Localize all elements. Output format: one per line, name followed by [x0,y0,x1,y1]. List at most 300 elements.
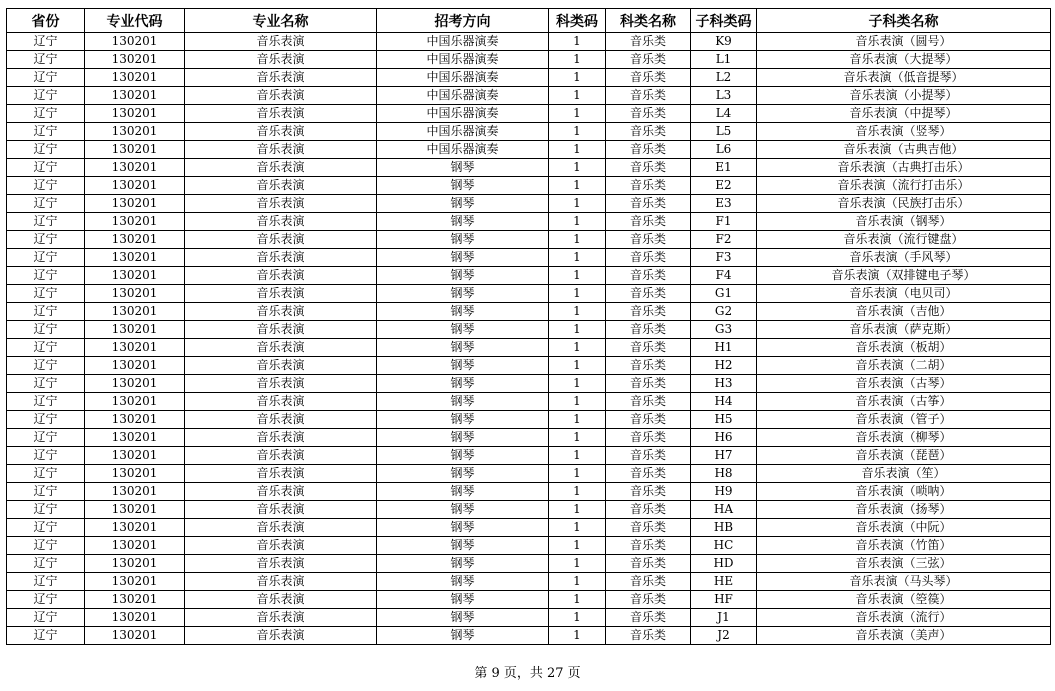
subcategory-code-cell: HB [691,519,757,537]
subcategory-code-cell: K9 [691,33,757,51]
exam-direction-cell: 钢琴 [377,555,549,573]
header-subcategory-code: 子科类码 [691,9,757,33]
major-code-cell: 130201 [85,357,185,375]
table-row [7,501,1051,519]
table-row [7,285,1051,303]
category-name-cell: 音乐类 [606,447,691,465]
major-code-cell: 130201 [85,591,185,609]
subcategory-name-cell: 音乐表演（古筝） [757,393,1051,411]
exam-direction-cell: 钢琴 [377,591,549,609]
subcategory-code-cell: H7 [691,447,757,465]
major-name-cell: 音乐表演 [185,465,377,483]
subcategory-name-cell: 音乐表演（大提琴） [757,51,1051,69]
subcategory-code-cell: E1 [691,159,757,177]
major-name-cell: 音乐表演 [185,303,377,321]
subcategory-name-cell: 音乐表演（流行打击乐） [757,177,1051,195]
major-name-cell: 音乐表演 [185,177,377,195]
subcategory-name-cell: 音乐表演（箜篌） [757,591,1051,609]
exam-direction-cell: 钢琴 [377,465,549,483]
category-code-cell: 1 [549,33,606,51]
province-cell: 辽宁 [7,123,85,141]
exam-direction-cell: 钢琴 [377,231,549,249]
major-code-cell: 130201 [85,213,185,231]
subcategory-name-cell: 音乐表演（流行键盘） [757,231,1051,249]
major-name-cell: 音乐表演 [185,231,377,249]
province-cell: 辽宁 [7,69,85,87]
subcategory-code-cell: G1 [691,285,757,303]
subcategory-name-cell: 音乐表演（双排键电子琴） [757,267,1051,285]
subcategory-name-cell: 音乐表演（古琴） [757,375,1051,393]
province-cell: 辽宁 [7,51,85,69]
category-code-cell: 1 [549,231,606,249]
category-name-cell: 音乐类 [606,231,691,249]
table-row [7,87,1051,105]
category-name-cell: 音乐类 [606,285,691,303]
major-name-cell: 音乐表演 [185,357,377,375]
category-name-cell: 音乐类 [606,411,691,429]
subcategory-code-cell: H1 [691,339,757,357]
major-name-cell: 音乐表演 [185,501,377,519]
province-cell: 辽宁 [7,195,85,213]
category-code-cell: 1 [549,321,606,339]
subcategory-name-cell: 音乐表演（三弦） [757,555,1051,573]
province-cell: 辽宁 [7,555,85,573]
subcategory-name-cell: 音乐表演（二胡） [757,357,1051,375]
major-code-cell: 130201 [85,267,185,285]
subcategory-code-cell: HA [691,501,757,519]
major-code-cell: 130201 [85,609,185,627]
table-row [7,627,1051,645]
table-row [7,519,1051,537]
major-code-cell: 130201 [85,69,185,87]
province-cell: 辽宁 [7,249,85,267]
subcategory-code-cell: H3 [691,375,757,393]
exam-direction-cell: 钢琴 [377,627,549,645]
table-row [7,465,1051,483]
subcategory-code-cell: J1 [691,609,757,627]
subcategory-code-cell: H9 [691,483,757,501]
exam-direction-cell: 中国乐器演奏 [377,87,549,105]
category-name-cell: 音乐类 [606,339,691,357]
subcategory-name-cell: 音乐表演（中提琴） [757,105,1051,123]
province-cell: 辽宁 [7,519,85,537]
category-name-cell: 音乐类 [606,69,691,87]
subcategory-code-cell: HD [691,555,757,573]
category-code-cell: 1 [549,357,606,375]
table-body [7,33,1051,645]
province-cell: 辽宁 [7,141,85,159]
exam-direction-cell: 中国乐器演奏 [377,105,549,123]
category-name-cell: 音乐类 [606,591,691,609]
subcategory-name-cell: 音乐表演（低音提琴） [757,69,1051,87]
category-name-cell: 音乐类 [606,249,691,267]
subcategory-name-cell: 音乐表演（扬琴） [757,501,1051,519]
category-code-cell: 1 [549,51,606,69]
page-number: 第 9 页，共 27 页 [474,666,581,681]
major-name-cell: 音乐表演 [185,159,377,177]
table-row [7,303,1051,321]
province-cell: 辽宁 [7,573,85,591]
category-code-cell: 1 [549,177,606,195]
subcategory-name-cell: 音乐表演（电贝司） [757,285,1051,303]
subcategory-name-cell: 音乐表演（古典吉他） [757,141,1051,159]
table-row [7,51,1051,69]
table-row [7,123,1051,141]
exam-direction-cell: 钢琴 [377,483,549,501]
major-name-cell: 音乐表演 [185,51,377,69]
subcategory-name-cell: 音乐表演（手风琴） [757,249,1051,267]
subcategory-name-cell: 音乐表演（柳琴） [757,429,1051,447]
exam-direction-cell: 钢琴 [377,447,549,465]
category-code-cell: 1 [549,249,606,267]
subcategory-code-cell: H4 [691,393,757,411]
major-code-cell: 130201 [85,123,185,141]
province-cell: 辽宁 [7,339,85,357]
category-code-cell: 1 [549,555,606,573]
exam-direction-cell: 钢琴 [377,339,549,357]
category-name-cell: 音乐类 [606,141,691,159]
table-row [7,249,1051,267]
subcategory-code-cell: G3 [691,321,757,339]
major-code-cell: 130201 [85,51,185,69]
major-name-cell: 音乐表演 [185,411,377,429]
exam-direction-cell: 钢琴 [377,357,549,375]
category-code-cell: 1 [549,105,606,123]
category-code-cell: 1 [549,609,606,627]
category-code-cell: 1 [549,537,606,555]
header-major-name: 专业名称 [185,9,377,33]
major-code-cell: 130201 [85,231,185,249]
category-code-cell: 1 [549,465,606,483]
exam-direction-cell: 钢琴 [377,177,549,195]
table-row [7,177,1051,195]
major-code-cell: 130201 [85,249,185,267]
category-name-cell: 音乐类 [606,573,691,591]
province-cell: 辽宁 [7,303,85,321]
major-code-cell: 130201 [85,159,185,177]
table-row [7,447,1051,465]
table-row [7,213,1051,231]
subcategory-name-cell: 音乐表演（笙） [757,465,1051,483]
subcategory-code-cell: HE [691,573,757,591]
province-cell: 辽宁 [7,213,85,231]
major-name-cell: 音乐表演 [185,447,377,465]
category-code-cell: 1 [549,159,606,177]
major-code-cell: 130201 [85,141,185,159]
exam-direction-cell: 中国乐器演奏 [377,51,549,69]
header-major-code: 专业代码 [85,9,185,33]
major-code-cell: 130201 [85,321,185,339]
exam-direction-cell: 钢琴 [377,393,549,411]
table-header-row [7,9,1051,33]
major-name-cell: 音乐表演 [185,537,377,555]
subcategory-name-cell: 音乐表演（琵琶） [757,447,1051,465]
subcategory-name-cell: 音乐表演（管子） [757,411,1051,429]
exam-direction-cell: 钢琴 [377,303,549,321]
major-code-cell: 130201 [85,627,185,645]
major-name-cell: 音乐表演 [185,339,377,357]
category-name-cell: 音乐类 [606,213,691,231]
category-name-cell: 音乐类 [606,501,691,519]
category-name-cell: 音乐类 [606,429,691,447]
subject-table [6,8,1051,645]
category-code-cell: 1 [549,447,606,465]
province-cell: 辽宁 [7,393,85,411]
subcategory-code-cell: HC [691,537,757,555]
major-name-cell: 音乐表演 [185,483,377,501]
subcategory-name-cell: 音乐表演（竹笛） [757,537,1051,555]
category-code-cell: 1 [549,411,606,429]
major-code-cell: 130201 [85,483,185,501]
subcategory-code-cell: F2 [691,231,757,249]
major-code-cell: 130201 [85,87,185,105]
major-code-cell: 130201 [85,303,185,321]
category-name-cell: 音乐类 [606,321,691,339]
category-code-cell: 1 [549,123,606,141]
major-name-cell: 音乐表演 [185,213,377,231]
major-name-cell: 音乐表演 [185,393,377,411]
subcategory-name-cell: 音乐表演（圆号） [757,33,1051,51]
major-name-cell: 音乐表演 [185,555,377,573]
table-row [7,375,1051,393]
category-name-cell: 音乐类 [606,105,691,123]
table-row [7,105,1051,123]
category-code-cell: 1 [549,429,606,447]
major-name-cell: 音乐表演 [185,573,377,591]
subcategory-code-cell: E2 [691,177,757,195]
category-code-cell: 1 [549,213,606,231]
subcategory-name-cell: 音乐表演（中阮） [757,519,1051,537]
province-cell: 辽宁 [7,87,85,105]
province-cell: 辽宁 [7,627,85,645]
major-code-cell: 130201 [85,555,185,573]
province-cell: 辽宁 [7,591,85,609]
exam-direction-cell: 钢琴 [377,159,549,177]
major-name-cell: 音乐表演 [185,609,377,627]
category-name-cell: 音乐类 [606,357,691,375]
major-name-cell: 音乐表演 [185,123,377,141]
category-code-cell: 1 [549,87,606,105]
category-name-cell: 音乐类 [606,555,691,573]
major-code-cell: 130201 [85,177,185,195]
exam-direction-cell: 中国乐器演奏 [377,123,549,141]
category-code-cell: 1 [549,267,606,285]
province-cell: 辽宁 [7,465,85,483]
major-name-cell: 音乐表演 [185,33,377,51]
category-name-cell: 音乐类 [606,159,691,177]
category-name-cell: 音乐类 [606,177,691,195]
major-name-cell: 音乐表演 [185,195,377,213]
province-cell: 辽宁 [7,357,85,375]
subcategory-name-cell: 音乐表演（流行） [757,609,1051,627]
major-code-cell: 130201 [85,339,185,357]
subcategory-name-cell: 音乐表演（萨克斯） [757,321,1051,339]
subcategory-code-cell: HF [691,591,757,609]
subcategory-name-cell: 音乐表演（小提琴） [757,87,1051,105]
category-name-cell: 音乐类 [606,537,691,555]
subcategory-name-cell: 音乐表演（板胡） [757,339,1051,357]
category-code-cell: 1 [549,303,606,321]
province-cell: 辽宁 [7,609,85,627]
major-name-cell: 音乐表演 [185,87,377,105]
province-cell: 辽宁 [7,483,85,501]
header-category-name: 科类名称 [606,9,691,33]
major-code-cell: 130201 [85,429,185,447]
table-row [7,357,1051,375]
table-row [7,483,1051,501]
enrollment-sheet [6,8,1050,645]
category-code-cell: 1 [549,141,606,159]
major-name-cell: 音乐表演 [185,321,377,339]
major-code-cell: 130201 [85,573,185,591]
subcategory-code-cell: L1 [691,51,757,69]
category-code-cell: 1 [549,375,606,393]
province-cell: 辽宁 [7,105,85,123]
major-code-cell: 130201 [85,501,185,519]
category-name-cell: 音乐类 [606,519,691,537]
exam-direction-cell: 钢琴 [377,573,549,591]
exam-direction-cell: 钢琴 [377,375,549,393]
subcategory-code-cell: G2 [691,303,757,321]
table-row [7,267,1051,285]
province-cell: 辽宁 [7,159,85,177]
table-row [7,231,1051,249]
province-cell: 辽宁 [7,501,85,519]
exam-direction-cell: 钢琴 [377,519,549,537]
major-name-cell: 音乐表演 [185,285,377,303]
subcategory-name-cell: 音乐表演（美声） [757,627,1051,645]
exam-direction-cell: 钢琴 [377,429,549,447]
exam-direction-cell: 钢琴 [377,249,549,267]
exam-direction-cell: 钢琴 [377,537,549,555]
table-row [7,429,1051,447]
major-code-cell: 130201 [85,537,185,555]
category-name-cell: 音乐类 [606,627,691,645]
subcategory-name-cell: 音乐表演（唢呐） [757,483,1051,501]
major-code-cell: 130201 [85,447,185,465]
subcategory-code-cell: F3 [691,249,757,267]
exam-direction-cell: 中国乐器演奏 [377,69,549,87]
exam-direction-cell: 中国乐器演奏 [377,141,549,159]
major-code-cell: 130201 [85,105,185,123]
major-code-cell: 130201 [85,195,185,213]
province-cell: 辽宁 [7,33,85,51]
province-cell: 辽宁 [7,537,85,555]
category-name-cell: 音乐类 [606,465,691,483]
major-code-cell: 130201 [85,519,185,537]
subcategory-code-cell: L2 [691,69,757,87]
table-row [7,393,1051,411]
table-row [7,537,1051,555]
province-cell: 辽宁 [7,375,85,393]
major-name-cell: 音乐表演 [185,141,377,159]
category-name-cell: 音乐类 [606,375,691,393]
table-row [7,339,1051,357]
exam-direction-cell: 钢琴 [377,195,549,213]
major-code-cell: 130201 [85,285,185,303]
exam-direction-cell: 中国乐器演奏 [377,33,549,51]
exam-direction-cell: 钢琴 [377,609,549,627]
category-code-cell: 1 [549,501,606,519]
major-name-cell: 音乐表演 [185,591,377,609]
major-name-cell: 音乐表演 [185,249,377,267]
table-row [7,573,1051,591]
subcategory-code-cell: L3 [691,87,757,105]
subcategory-code-cell: H2 [691,357,757,375]
category-name-cell: 音乐类 [606,123,691,141]
province-cell: 辽宁 [7,177,85,195]
category-name-cell: 音乐类 [606,267,691,285]
category-name-cell: 音乐类 [606,87,691,105]
subcategory-name-cell: 音乐表演（吉他） [757,303,1051,321]
major-code-cell: 130201 [85,393,185,411]
major-code-cell: 130201 [85,411,185,429]
category-name-cell: 音乐类 [606,33,691,51]
province-cell: 辽宁 [7,447,85,465]
major-name-cell: 音乐表演 [185,519,377,537]
category-name-cell: 音乐类 [606,51,691,69]
major-name-cell: 音乐表演 [185,627,377,645]
table-row [7,411,1051,429]
exam-direction-cell: 钢琴 [377,213,549,231]
category-code-cell: 1 [549,573,606,591]
header-province: 省份 [7,9,85,33]
table-row [7,321,1051,339]
subcategory-code-cell: H8 [691,465,757,483]
major-name-cell: 音乐表演 [185,105,377,123]
table-row [7,69,1051,87]
table-row [7,141,1051,159]
subcategory-code-cell: L4 [691,105,757,123]
category-name-cell: 音乐类 [606,609,691,627]
major-name-cell: 音乐表演 [185,429,377,447]
province-cell: 辽宁 [7,267,85,285]
province-cell: 辽宁 [7,231,85,249]
category-code-cell: 1 [549,339,606,357]
subcategory-name-cell: 音乐表演（民族打击乐） [757,195,1051,213]
category-code-cell: 1 [549,285,606,303]
category-name-cell: 音乐类 [606,195,691,213]
category-code-cell: 1 [549,69,606,87]
major-name-cell: 音乐表演 [185,69,377,87]
subcategory-name-cell: 音乐表演（竖琴） [757,123,1051,141]
subcategory-name-cell: 音乐表演（钢琴） [757,213,1051,231]
header-category-code: 科类码 [549,9,606,33]
category-name-cell: 音乐类 [606,483,691,501]
major-name-cell: 音乐表演 [185,375,377,393]
header-subcategory-name: 子科类名称 [757,9,1051,33]
subcategory-code-cell: F1 [691,213,757,231]
major-code-cell: 130201 [85,33,185,51]
exam-direction-cell: 钢琴 [377,267,549,285]
table-row [7,195,1051,213]
category-name-cell: 音乐类 [606,393,691,411]
major-code-cell: 130201 [85,375,185,393]
exam-direction-cell: 钢琴 [377,501,549,519]
table-row [7,609,1051,627]
subcategory-code-cell: L6 [691,141,757,159]
header-exam-direction: 招考方向 [377,9,549,33]
category-name-cell: 音乐类 [606,303,691,321]
subcategory-code-cell: H6 [691,429,757,447]
category-code-cell: 1 [549,195,606,213]
subcategory-code-cell: L5 [691,123,757,141]
subcategory-name-cell: 音乐表演（古典打击乐） [757,159,1051,177]
table-row [7,555,1051,573]
category-code-cell: 1 [549,591,606,609]
subcategory-code-cell: F4 [691,267,757,285]
subcategory-name-cell: 音乐表演（马头琴） [757,573,1051,591]
